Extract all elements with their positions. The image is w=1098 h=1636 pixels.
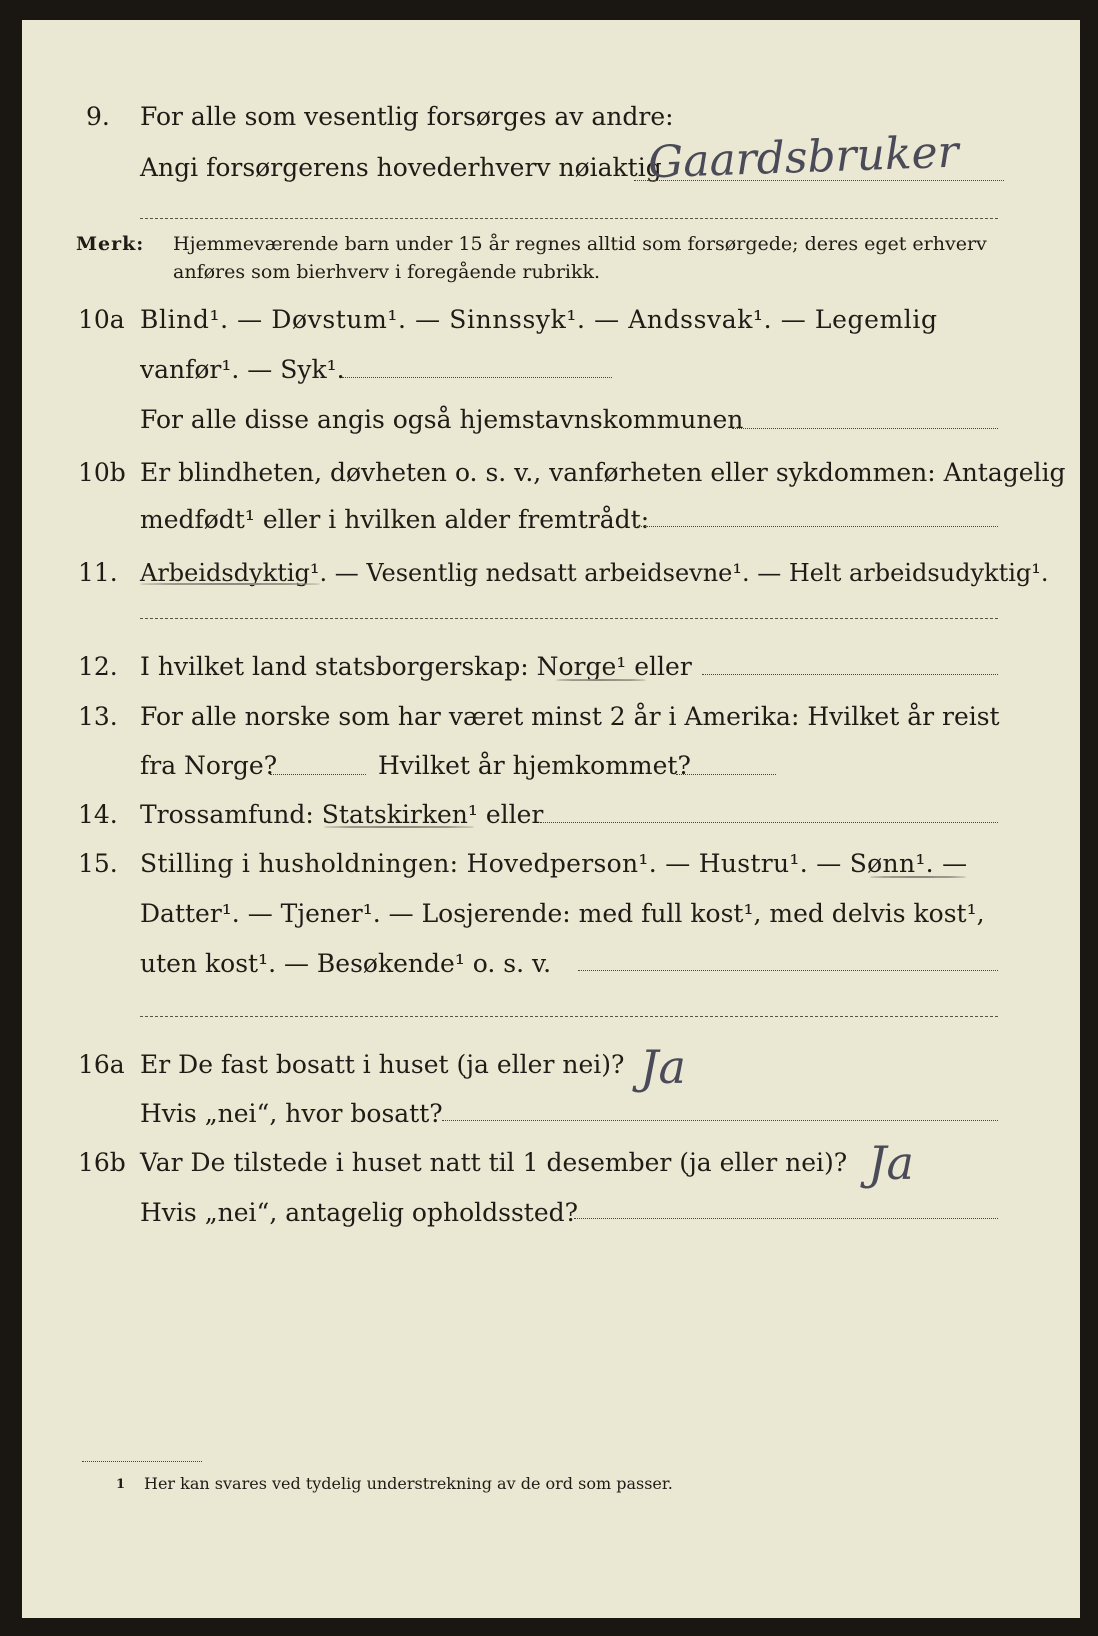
q15-line1: Stilling i husholdningen: Hovedperson¹. — Hustru¹. — Sønn¹. — xyxy=(140,849,968,878)
q13-hjemkommet-line xyxy=(676,774,776,775)
q10a-syk-line xyxy=(342,377,612,378)
footnote-rule xyxy=(82,1461,202,1462)
q14-answer-line xyxy=(540,822,998,823)
q16b-opholdssted-line xyxy=(574,1218,998,1219)
q15-answer-line xyxy=(578,970,998,971)
q16b-line1: Var De tilstede i huset natt til 1 desember (ja eller nei)? xyxy=(140,1148,848,1177)
q16a-number: 16a xyxy=(78,1050,125,1079)
q9-number: 9. xyxy=(86,102,110,131)
q16a-line2: Hvis „nei“, hvor bosatt? xyxy=(140,1099,443,1128)
q13-reist-line xyxy=(270,774,366,775)
merk-line1: Hjemmeværende barn under 15 år regnes alltid som forsørgede; deres eget erhverv xyxy=(173,233,987,255)
q15-underline-mark xyxy=(870,876,966,878)
q10a-line1: Blind¹. — Døvstum¹. — Sinnssyk¹. — Andssvak¹. — Legemlig xyxy=(140,305,938,334)
q14-number: 14. xyxy=(78,800,118,829)
q12-underline-mark xyxy=(556,679,646,681)
q11-underline-mark xyxy=(140,583,320,585)
q11-line1: Arbeidsdyktig¹. — Vesentlig nedsatt arbeidsevne¹. — Helt arbeidsudyktig¹. xyxy=(140,559,1049,587)
footnote-text: Her kan svares ved tydelig understrekning av de ord som passer. xyxy=(144,1474,673,1493)
q10b-answer-line xyxy=(634,526,998,527)
merk-line2: anføres som bierhverv i foregående rubrikk. xyxy=(173,261,601,283)
q15-number: 15. xyxy=(78,849,118,878)
q10a-line2: vanfør¹. — Syk¹. xyxy=(140,355,345,384)
q16b-number: 16b xyxy=(78,1148,126,1177)
q10b-line2: medfødt¹ eller i hvilken alder fremtrådt: xyxy=(140,505,650,534)
census-form-page xyxy=(22,20,1080,1618)
q11-separator xyxy=(140,618,998,619)
q15-line2: Datter¹. — Tjener¹. — Losjerende: med full kost¹, med delvis kost¹, xyxy=(140,899,985,928)
q16a-line1: Er De fast bosatt i huset (ja eller nei)? xyxy=(140,1050,625,1079)
q14-line1: Trossamfund: Statskirken¹ eller xyxy=(140,800,544,829)
q10a-number: 10a xyxy=(78,305,125,334)
q14-underline-mark xyxy=(324,826,474,828)
merk-label: Merk: xyxy=(76,233,145,255)
q15-separator xyxy=(140,1016,998,1017)
q12-answer-line xyxy=(702,674,998,675)
q9-answer-handwritten: Gaardsbruker xyxy=(647,126,960,189)
q16a-bosatt-line xyxy=(442,1120,998,1121)
q10a-kommune-line xyxy=(732,428,998,429)
q13-number: 13. xyxy=(78,702,118,731)
q16b-answer-handwritten: Ja xyxy=(868,1136,914,1190)
q10b-line1: Er blindheten, døvheten o. s. v., vanførheten eller sykdommen: Antagelig xyxy=(140,458,1066,487)
q9-line1: For alle som vesentlig forsørges av andre: xyxy=(140,102,674,131)
q10b-number: 10b xyxy=(78,458,126,487)
q9-separator xyxy=(140,218,998,219)
q12-line1: I hvilket land statsborgerskap: Norge¹ eller xyxy=(140,652,692,681)
q9-line2: Angi forsørgerens hovederhverv nøiaktig xyxy=(140,153,662,182)
q16b-line2: Hvis „nei“, antagelig opholdssted? xyxy=(140,1198,579,1227)
q11-number: 11. xyxy=(78,558,118,587)
q15-line3: uten kost¹. — Besøkende¹ o. s. v. xyxy=(140,949,552,978)
q12-number: 12. xyxy=(78,652,118,681)
q13-line1: For alle norske som har været minst 2 år i Amerika: Hvilket år reist xyxy=(140,702,1000,731)
footnote-mark: 1 xyxy=(116,1477,126,1492)
q10a-line3: For alle disse angis også hjemstavnskommunen xyxy=(140,405,744,434)
q13-line2a: fra Norge? xyxy=(140,751,278,780)
q16a-answer-handwritten: Ja xyxy=(640,1040,686,1094)
q13-line2b: Hvilket år hjemkommet? xyxy=(378,751,691,780)
